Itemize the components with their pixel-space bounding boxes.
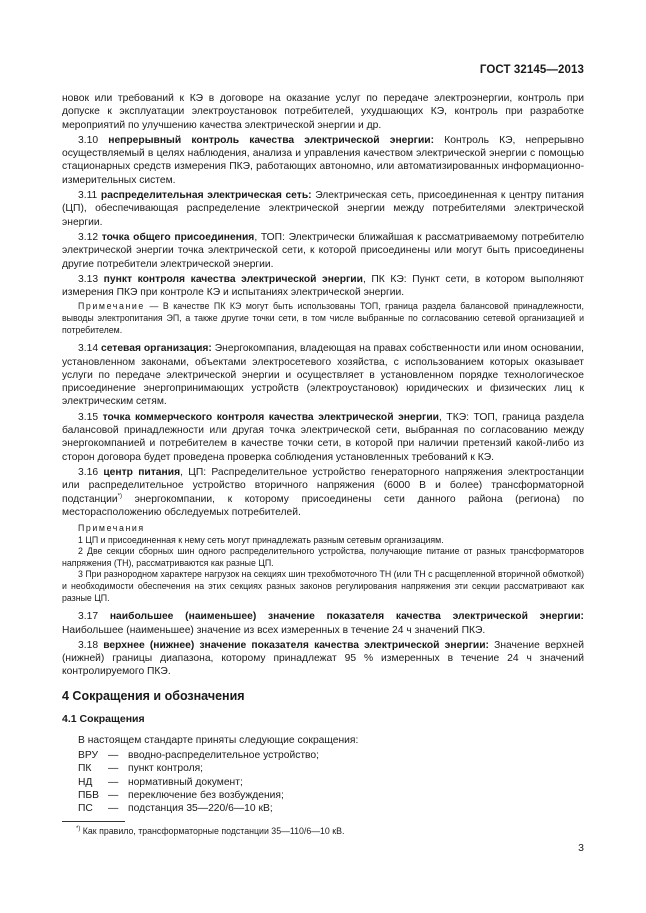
abbr-dash: — — [108, 803, 119, 815]
term: наибольшее (наименьшее) значение показателя качества электрической энергии: — [109, 611, 584, 623]
note-item: 2 Две секции сборных шин одного распределительного устройства, получающие питание от разных трансформаторов напряжения (ТН), рассматриваются как разные ЦП. — [62, 546, 584, 568]
definition-text: , ЦП: Распределительное устройство генераторного напряжения электростанции или распределительное устройство вторичного напряжения (6000 В и более) трансформаторной подстанции — [62, 466, 584, 505]
document-code: ГОСТ 32145—2013 — [479, 64, 584, 76]
term: сетевая организация: — [100, 343, 212, 355]
definition-text: , ТКЭ: ТОП, граница раздела балансовой принадлежности или другая точка электрической сети, выбранная по согласованию между энергокомпанией и потребителем в качестве точки сети, в которой при наличии претензий какой-либо из сторон договора будет проведена проверка соблюдения установленных требований к КЭ. — [62, 411, 584, 463]
abbreviation-item — [78, 802, 584, 815]
abbr-key: ПК — [78, 763, 92, 775]
abbr-value: вводно-распределительное устройство; — [128, 750, 319, 762]
term: точка коммерческого контроля качества электрической энергии — [102, 411, 439, 423]
footnote-divider — [62, 821, 125, 822]
subsection-4-1-title: 4.1 Сокращения — [62, 712, 145, 725]
notes-3-16 — [62, 523, 584, 604]
definition-3-17 — [62, 610, 584, 637]
abbreviations-intro: В настоящем стандарте приняты следующие сокращения: — [78, 734, 359, 746]
page-number: 3 — [578, 842, 584, 854]
term: точка общего присоединения — [101, 231, 255, 243]
abbr-dash: — — [108, 750, 119, 762]
abbr-key: НД — [78, 776, 93, 788]
definition-3-16 — [62, 466, 584, 519]
abbr-value: переключение без возбуждения; — [128, 789, 284, 801]
clause-number: 3.11 — [78, 190, 98, 202]
term: пункт контроля качества электрической энергии — [103, 273, 363, 285]
footnote-text: Как правило, трансформаторные подстанции 35—110/6—10 кВ. — [80, 826, 345, 836]
abbr-value: подстанция 35—220/6—10 кВ; — [128, 803, 273, 815]
abbreviations-list — [62, 749, 584, 815]
abbr-dash: — — [108, 763, 119, 775]
definition-text: Наибольшее (наименьшее) значение из всех измеренных в течение 24 ч значений ПКЭ. — [62, 624, 486, 636]
definition-text: Значение верхней (нижней) границы диапазона, которому принадлежат 95 % измеренных в течение 24 ч значений контролируемого ПКЭ. — [62, 639, 584, 678]
term: верхнее (нижнее) значение показателя качества электрической энергии: — [103, 639, 489, 651]
clause-number: 3.12 — [78, 231, 99, 243]
definition-3-15 — [62, 411, 584, 464]
definition-text-cont: энергокомпании, к которому присоединены сети данного района (региона) по месторасположению обследуемых потребителей. — [62, 493, 584, 518]
term: непрерывный контроль качества электрической энергии: — [108, 134, 435, 146]
clause-number: 3.14 — [78, 343, 99, 355]
notes-label: Примечания — [78, 523, 145, 534]
abbreviation-item — [78, 776, 584, 789]
definition-3-12 — [62, 231, 584, 271]
definition-3-10 — [62, 134, 584, 187]
definition-text: Контроль КЭ, непрерывно осуществляемый в целях наблюдения, анализа и управления качеством электрической энергии с помощью стационарных средств измерения ПКЭ, работающих автономно, или автоматизированных информационно-измерительных систем. — [62, 134, 584, 186]
definition-text: , ТОП: Электрически ближайшая к рассматриваемому потребителю электрической энергии точка электрической сети, к которой присоединены или могут быть присоединены другие потребители электрической энергии. — [62, 231, 584, 270]
note-label: Примечание — [78, 301, 145, 312]
definition-text: Энергокомпания, владеющая на правах собственности или ином основании, установленном законами, объектами электросетевого хозяйства, с использованием которых оказывает услуги по передаче электрической энергии и осуществляет в установленном порядке технологическое присоединение энергопринимающих устройств (электроустановок) юридических и физических лиц к электрическим сетям. — [62, 343, 584, 408]
abbr-value: пункт контроля; — [128, 763, 204, 775]
clause-number: 3.15 — [78, 411, 99, 423]
term: центр питания — [103, 466, 181, 478]
abbr-value: нормативный документ; — [128, 776, 243, 788]
paragraph-continuation: новок или требований к КЭ в договоре на оказание услуг по передаче электроэнергии, контроль при допуске к эксплуатации электроустановок потребителей, ухудшающих КЭ, контроль при разработке мероприятий по улучшению качества электрической энергии и др. — [62, 93, 584, 131]
abbr-key: ВРУ — [78, 750, 99, 762]
main-content — [62, 92, 584, 816]
abbr-key: ПС — [78, 803, 93, 815]
note-text: — В качестве ПК КЭ могут быть использованы ТОП, граница раздела балансовой принадлежности, выводы электропитания ЭП, а также другие точки сети, в том числе выбранные по согласованию сетевой организацией и потребителем. — [62, 301, 584, 335]
definition-text: Электрическая сеть, присоединенная к центру питания (ЦП), обеспечивающая распределение электрической энергии между потребителями электрической энергии. — [62, 190, 584, 228]
footnote — [76, 826, 344, 837]
definition-3-18 — [62, 639, 584, 679]
note-item: 1 ЦП и присоединенная к нему сеть могут принадлежать разным сетевым организациям. — [78, 534, 444, 545]
abbr-dash: — — [108, 789, 119, 801]
note-item: 3 При разнородном характере нагрузок на секциях шин трехобмоточного ТН (или ТН с расщепленной вторичной обмоткой) и необходимости обеспечения на этих секциях разных законов регулирования напряжения эти секции рассматривают как разные ЦП. — [62, 569, 584, 603]
clause-number: 3.17 — [78, 611, 99, 623]
abbreviation-item — [78, 749, 584, 762]
note-3-13 — [62, 301, 584, 336]
definition-text: , ПК КЭ: Пункт сети, в котором выполняют измерения ПКЭ при контроле КЭ и испытаниях электрической энергии. — [62, 273, 584, 299]
section-4-title: 4 Сокращения и обозначения — [62, 688, 245, 703]
abbreviation-item — [78, 789, 584, 802]
definition-3-11 — [62, 189, 584, 229]
abbreviation-item — [78, 762, 584, 775]
clause-number: 3.16 — [78, 466, 99, 478]
footnote-mark: *) — [76, 826, 81, 833]
term: распределительная электрическая сеть: — [100, 190, 312, 202]
definition-3-13 — [62, 273, 584, 300]
definition-3-14 — [62, 342, 584, 408]
abbr-dash: — — [108, 776, 119, 788]
clause-number: 3.10 — [78, 134, 99, 146]
footnote-mark: *) — [117, 493, 122, 500]
clause-number: 3.13 — [78, 273, 99, 285]
abbr-key: ПБВ — [78, 789, 100, 801]
clause-number: 3.18 — [78, 639, 99, 651]
